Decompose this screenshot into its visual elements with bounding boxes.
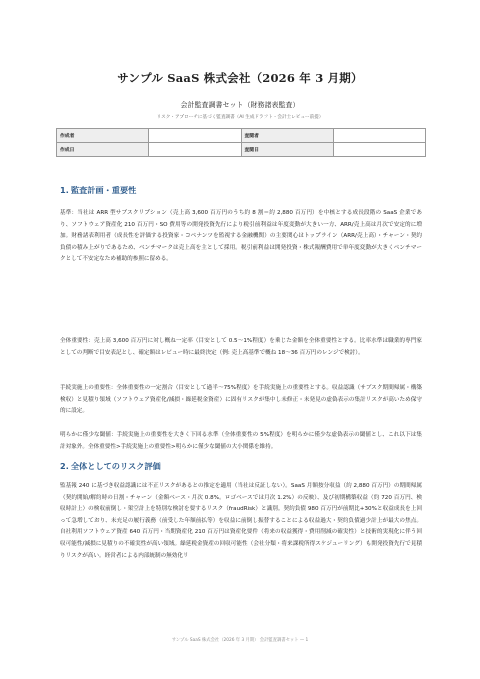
section-heading — [60, 461, 161, 472]
section-title: 監査計画・重要性 — [70, 185, 137, 195]
paragraph-overall-materiality: 全体重要性：売上高 3,600 百万円に対し概ね一定率（目安として 0.5〜1%程度）を乗じた金額を全体重要性とする。比率水準は職業的専門家としての判断で目安表記とし、確定額はレビュー時に最終決定（例: 売上高基準で概ね 18〜36 百万円のレンジで検討）。 — [60, 338, 422, 356]
paragraph-risk-assessment: 監基報 240 に基づき収益認識には不正リスクがあるとの推定を適用（当社は反証しない）。SaaS 月額按分収益（約 2,880 百万円）の期間帰属（契約開始/解約時の日割・チャーン（金額ベース・月次 0.8%。ロゴベースでは月次 1.2%）の反映）、及び初期構築収益（約 720 百万円、検収時計上）の検収前倒し・架空計上を特別な検討を要するリスク（fraudRisk）と識別。契約負債 980 百万円が前期比+30%と収益成長を上回って急増しており、未充足の履行義務（前受した年額前払等）を収益に前倒し振替することによる収益過大・契約負債過少計上が最大の焦点。自社利用ソフトウェア資産 640 百万円・当期資産化 210 百万円は資産化要件（将来の収益獲得・費用削減の確実性）と技術的実現化に伴う回収可能性/減損に見積りの不確実性が高い領域。繰延税金資産の回収可能性（会社分類・将来課税所得スケジューリング）も開発投資先行で見積りリスクが高い。経営者による内部統制の無効化リ — [60, 483, 422, 559]
reviewed-date-label: 査閲日 — [241, 143, 333, 157]
section-heading — [60, 185, 136, 196]
paragraph-trivial-threshold: 明らかに僅少な閾値：手続実施上の重要性を大きく下回る水準（全体重要性の 5%程度）を明らかに僅少な虚偽表示の閾値とし、これ以下は集計対象外。全体重要性>手続実施上の重要性>明らかに僅少な閾値の大小関係を維持。 — [60, 432, 422, 450]
section-number: 2. — [60, 461, 69, 471]
reviewer-field[interactable] — [333, 129, 425, 143]
document-title: サンプル SaaS 株式会社（2026 年 3 月期） — [117, 71, 363, 85]
paragraph-performance-materiality: 手続実施上の重要性：全体重要性の一定割合（目安として過半〜75%程度）を手続実施上の重要性とする。収益認識（サブスク期間帰属・構築検収）と見積り領域（ソフトウェア資産化/減損・繰延税金資産）に固有リスクが集中し未修正・未発見の虚偽表示の集計リスクが高いため保守的に設定。 — [60, 385, 422, 415]
signoff-table — [56, 128, 426, 157]
reviewed-date-field[interactable] — [333, 143, 425, 157]
preparer-field[interactable] — [149, 129, 241, 143]
reviewer-label: 査閲者 — [241, 129, 333, 143]
page-footer: サンプル SaaS 株式会社（2026 年 3 月期） 会計監査調書セット — 1 — [171, 638, 309, 643]
section-title: 全体としてのリスク評価 — [70, 461, 161, 471]
prepared-date-field[interactable] — [149, 143, 241, 157]
table-row — [57, 129, 426, 143]
paragraph-materiality-basis: 基準：当社は ARR 型サブスクリプション（売上高 3,600 百万円のうち約 8 割＝約 2,880 百万円）を中核とする成長段階の SaaS 企業であり、ソフトウェア資産化 210 百万円・SO 費用等の開発投資先行により税引前利益は年度変動が大きい一方、ARR/売上高は月次で安定的に増加。財務諸表利用者（成長性を評価する投資家・コベナンツを監視する金融機関）の主要関心はトップライン（ARR/売上高）・チャーン・契約負債の積み上がりであるため、ベンチマークは売上高を主として採用。税引前利益は開発投資・株式報酬費用で単年度変動が大きくベンチマークとして不安定なため補助的参照に留める。 — [60, 210, 422, 263]
section-number: 1. — [60, 185, 69, 195]
prepared-date-label: 作成日 — [57, 143, 149, 157]
preparer-label: 作成者 — [57, 129, 149, 143]
document-subnote: リスク・アプローチに基づく監査調書（AI 生成ドラフト・会計士レビュー前提） — [156, 115, 324, 120]
document-subtitle: 会計監査調書セット（財務諸表監査） — [180, 101, 300, 109]
table-row — [57, 143, 426, 157]
